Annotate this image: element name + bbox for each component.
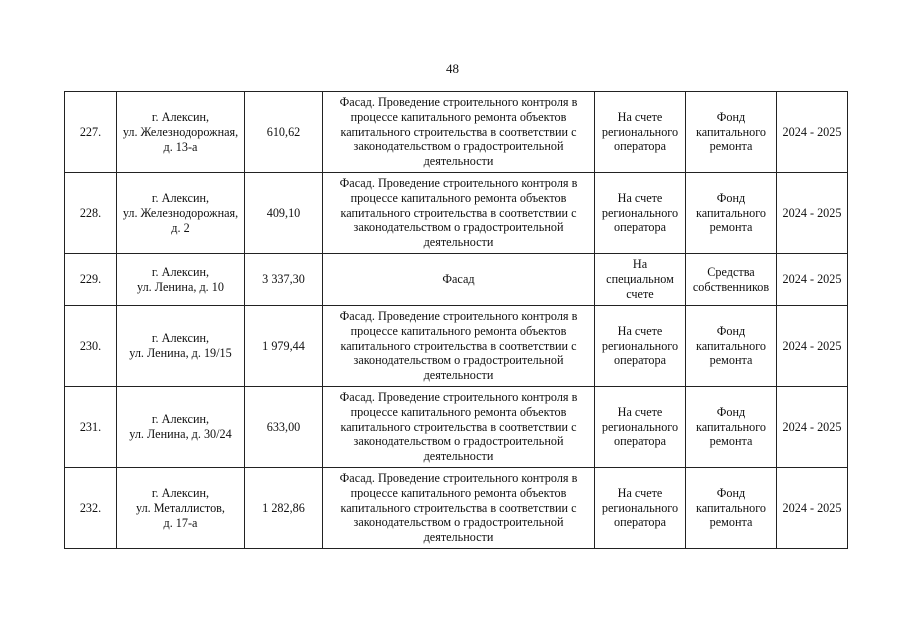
address-cell-line: ул. Ленина, д. 30/24 — [129, 427, 232, 441]
address-cell-line: ул. Ленина, д. 19/15 — [129, 346, 232, 360]
address-cell-line: ул. Железнодорожная, — [122, 124, 239, 139]
work-type-cell-line: законодательством о градостроительной — [353, 353, 564, 368]
row-number-cell: 231. — [65, 387, 117, 468]
work-type-cell-line: деятельности — [423, 449, 494, 464]
account-cell — [595, 92, 686, 173]
account-cell-line: регионального — [601, 419, 679, 434]
account-cell-line: На счете — [617, 190, 663, 205]
account-cell — [595, 468, 686, 549]
work-type-cell-line: капитального строительства в соответствии с — [340, 124, 577, 139]
funding-source-cell-line: капитального — [695, 205, 767, 220]
account-cell-line: На счете — [617, 109, 663, 124]
work-type-cell-line: процессе капитального ремонта объектов — [350, 485, 567, 500]
work-type-cell-line: капитального строительства в соответствии с — [340, 419, 577, 434]
work-type-cell-line: процессе капитального ремонта объектов — [350, 109, 567, 124]
address-cell-line: г. Алексин, — [151, 190, 210, 205]
funding-source-cell-line: ремонта — [709, 434, 753, 449]
account-cell-line: На счете — [617, 323, 663, 338]
period-cell: 2024 - 2025 — [777, 306, 848, 387]
address-cell — [117, 468, 245, 549]
account-cell-line: оператора — [614, 139, 666, 154]
address-cell-line: г. Алексин, — [151, 485, 210, 500]
period-cell: 2024 - 2025 — [777, 92, 848, 173]
address-cell — [117, 254, 245, 306]
area-cell: 633,00 — [245, 387, 323, 468]
work-type-cell — [323, 387, 595, 468]
period-cell: 2024 - 2025 — [777, 468, 848, 549]
work-type-cell-line: деятельности — [423, 530, 494, 545]
account-cell-line: регионального — [601, 338, 679, 353]
row-number-cell: 230. — [65, 306, 117, 387]
account-cell-line: счете — [626, 286, 654, 301]
funding-source-cell-line: Фонд — [716, 404, 746, 419]
period-cell: 2024 - 2025 — [777, 173, 848, 254]
work-type-cell-line: законодательством о градостроительной — [353, 139, 564, 154]
funding-source-cell — [686, 387, 777, 468]
work-type-cell-line: капитального строительства в соответствии с — [340, 500, 577, 515]
funding-source-cell-line: ремонта — [709, 515, 753, 530]
table-row — [65, 387, 848, 468]
work-type-cell-line: деятельности — [423, 368, 494, 383]
address-cell-line: ул. Железнодорожная, — [122, 205, 239, 220]
funding-source-cell-line: ремонта — [709, 139, 753, 154]
area-cell: 610,62 — [245, 92, 323, 173]
account-cell-line: специальном — [606, 272, 674, 287]
funding-source-cell — [686, 468, 777, 549]
work-type-cell-line: капитального строительства в соответствии с — [340, 338, 577, 353]
work-type-cell — [323, 468, 595, 549]
funding-source-cell-line: Фонд — [716, 190, 746, 205]
funding-source-cell-line: капитального — [695, 124, 767, 139]
table-row — [65, 254, 848, 306]
work-type-cell — [323, 92, 595, 173]
address-cell-line: ул. Металлистов, — [136, 500, 225, 515]
account-cell — [595, 254, 686, 306]
address-cell — [117, 387, 245, 468]
address-cell-line: г. Алексин, — [151, 331, 210, 345]
account-cell-line: регионального — [601, 205, 679, 220]
account-cell-line: На — [632, 257, 648, 272]
account-cell — [595, 306, 686, 387]
area-cell: 3 337,30 — [245, 254, 323, 306]
funding-source-cell-line: собственников — [692, 279, 770, 294]
work-type-cell-line: процессе капитального ремонта объектов — [350, 190, 567, 205]
work-type-cell-line: Фасад. Проведение строительного контроля в — [339, 95, 578, 109]
funding-source-cell-line: ремонта — [709, 220, 753, 235]
address-cell-line: д. 13-а — [163, 139, 198, 154]
account-cell-line: оператора — [614, 353, 666, 368]
address-cell — [117, 306, 245, 387]
work-type-cell — [323, 173, 595, 254]
address-cell-line: г. Алексин, — [151, 109, 210, 124]
funding-source-cell-line: Средства — [707, 264, 755, 279]
work-type-cell — [323, 306, 595, 387]
work-type-cell-line: деятельности — [423, 235, 494, 250]
work-type-cell-line: Фасад. Проведение строительного контроля в — [339, 309, 578, 323]
account-cell-line: оператора — [614, 515, 666, 530]
account-cell — [595, 173, 686, 254]
funding-source-cell — [686, 306, 777, 387]
account-cell-line: оператора — [614, 220, 666, 235]
funding-source-cell — [686, 173, 777, 254]
funding-source-cell-line: Фонд — [716, 109, 746, 124]
area-cell: 1 979,44 — [245, 306, 323, 387]
work-type-cell-line: процессе капитального ремонта объектов — [350, 323, 567, 338]
funding-source-cell-line: капитального — [695, 338, 767, 353]
funding-source-cell-line: Фонд — [716, 485, 746, 500]
work-type-cell-line: законодательством о градостроительной — [353, 515, 564, 530]
funding-source-cell — [686, 254, 777, 306]
address-cell-line: д. 17-а — [163, 515, 198, 530]
work-type-cell-line: Фасад — [442, 272, 475, 287]
work-type-cell-line: законодательством о градостроительной — [353, 220, 564, 235]
table-row — [65, 468, 848, 549]
account-cell-line: регионального — [601, 500, 679, 515]
address-cell-line: г. Алексин, — [151, 264, 210, 279]
account-cell-line: На счете — [617, 485, 663, 500]
address-cell-line: г. Алексин, — [151, 412, 210, 426]
work-type-cell-line: деятельности — [423, 154, 494, 169]
work-type-cell-line: Фасад. Проведение строительного контроля в — [339, 176, 578, 190]
address-cell-line: ул. Ленина, д. 10 — [137, 279, 224, 294]
period-cell: 2024 - 2025 — [777, 254, 848, 306]
address-cell — [117, 92, 245, 173]
row-number-cell: 229. — [65, 254, 117, 306]
work-type-cell-line: процессе капитального ремонта объектов — [350, 404, 567, 419]
work-type-cell-line: Фасад. Проведение строительного контроля в — [339, 390, 578, 404]
table-row — [65, 306, 848, 387]
work-type-cell — [323, 254, 595, 306]
table-row — [65, 92, 848, 173]
table-row — [65, 173, 848, 254]
area-cell: 409,10 — [245, 173, 323, 254]
area-cell: 1 282,86 — [245, 468, 323, 549]
funding-source-cell-line: капитального — [695, 419, 767, 434]
period-cell: 2024 - 2025 — [777, 387, 848, 468]
account-cell-line: На счете — [617, 404, 663, 419]
account-cell — [595, 387, 686, 468]
funding-source-cell-line: ремонта — [709, 353, 753, 368]
work-type-cell-line: Фасад. Проведение строительного контроля в — [339, 471, 578, 485]
work-type-cell-line: законодательством о градостроительной — [353, 434, 564, 449]
row-number-cell: 232. — [65, 468, 117, 549]
address-cell — [117, 173, 245, 254]
funding-source-cell-line: Фонд — [716, 323, 746, 338]
funding-source-cell — [686, 92, 777, 173]
account-cell-line: оператора — [614, 434, 666, 449]
funding-source-cell-line: капитального — [695, 500, 767, 515]
repair-schedule-table — [64, 91, 848, 549]
row-number-cell: 227. — [65, 92, 117, 173]
address-cell-line: д. 2 — [171, 220, 190, 235]
account-cell-line: регионального — [601, 124, 679, 139]
page-number: 48 — [446, 61, 459, 76]
row-number-cell: 228. — [65, 173, 117, 254]
work-type-cell-line: капитального строительства в соответствии с — [340, 205, 577, 220]
table-body — [65, 92, 848, 549]
